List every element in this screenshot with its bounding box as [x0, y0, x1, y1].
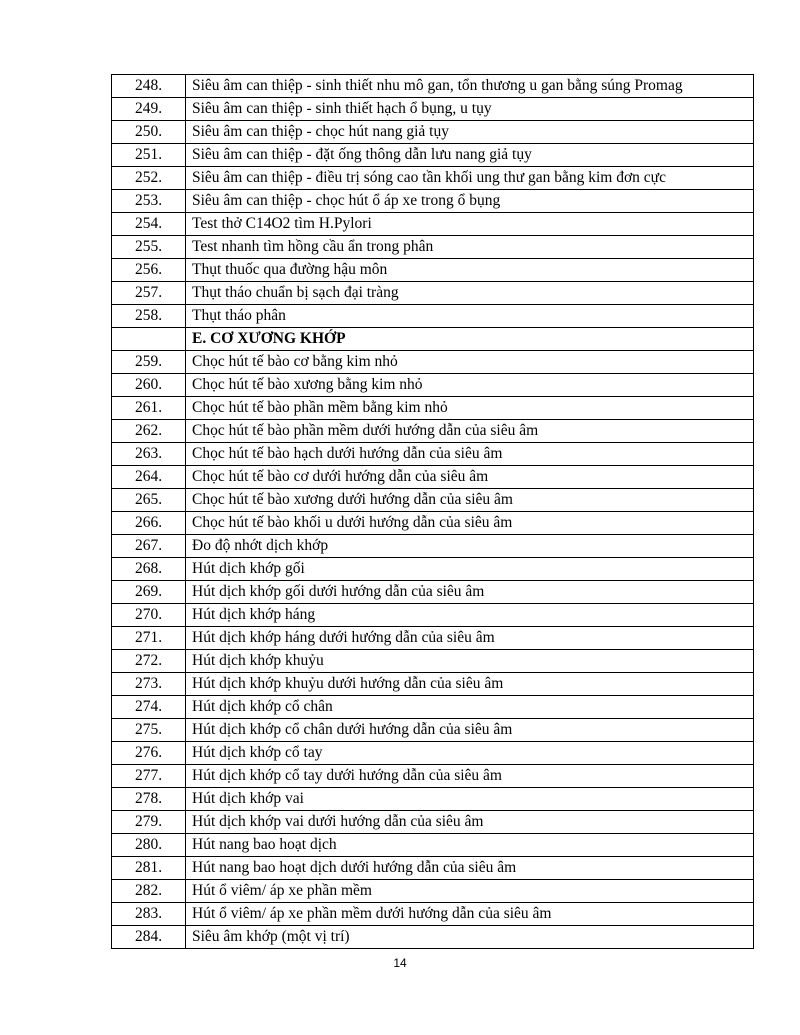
row-number: 274.	[112, 696, 186, 719]
procedure-name: Hút dịch khớp khuỷu	[186, 650, 754, 673]
procedure-name: Chọc hút tế bào cơ dưới hướng dẫn của siêu âm	[186, 466, 754, 489]
table-row	[112, 788, 754, 811]
row-number: 265.	[112, 489, 186, 512]
table-row	[112, 489, 754, 512]
row-number	[112, 328, 186, 351]
row-number: 257.	[112, 282, 186, 305]
table-row	[112, 190, 754, 213]
row-number: 254.	[112, 213, 186, 236]
table-row	[112, 121, 754, 144]
procedure-name: Chọc hút tế bào phần mềm dưới hướng dẫn của siêu âm	[186, 420, 754, 443]
row-number: 268.	[112, 558, 186, 581]
table-row	[112, 98, 754, 121]
table-row	[112, 834, 754, 857]
table-row	[112, 282, 754, 305]
procedure-name: Thụt tháo chuẩn bị sạch đại tràng	[186, 282, 754, 305]
procedure-name: Chọc hút tế bào khối u dưới hướng dẫn của siêu âm	[186, 512, 754, 535]
section-title: E. CƠ XƯƠNG KHỚP	[186, 328, 754, 351]
table-row	[112, 167, 754, 190]
procedure-name: Hút dịch khớp gối dưới hướng dẫn của siêu âm	[186, 581, 754, 604]
table-row	[112, 259, 754, 282]
row-number: 249.	[112, 98, 186, 121]
procedure-name: Thụt thuốc qua đường hậu môn	[186, 259, 754, 282]
procedure-name: Hút dịch khớp cổ tay dưới hướng dẫn của siêu âm	[186, 765, 754, 788]
table-row	[112, 581, 754, 604]
table-row	[112, 857, 754, 880]
table-row	[112, 305, 754, 328]
page-number: 14	[393, 956, 407, 970]
table-row	[112, 443, 754, 466]
row-number: 272.	[112, 650, 186, 673]
row-number: 273.	[112, 673, 186, 696]
procedure-table	[111, 74, 754, 949]
procedure-name: Siêu âm can thiệp - sinh thiết nhu mô gan, tổn thương u gan bằng súng Promag	[186, 75, 754, 98]
row-number: 267.	[112, 535, 186, 558]
table-row	[112, 880, 754, 903]
row-number: 258.	[112, 305, 186, 328]
procedure-name: Hút nang bao hoạt dịch	[186, 834, 754, 857]
procedure-name: Hút dịch khớp háng dưới hướng dẫn của siêu âm	[186, 627, 754, 650]
table-row	[112, 144, 754, 167]
row-number: 269.	[112, 581, 186, 604]
table-row	[112, 742, 754, 765]
row-number: 279.	[112, 811, 186, 834]
row-number: 251.	[112, 144, 186, 167]
table-row	[112, 420, 754, 443]
row-number: 259.	[112, 351, 186, 374]
table-row	[112, 604, 754, 627]
procedure-name: Chọc hút tế bào cơ bằng kim nhỏ	[186, 351, 754, 374]
table-row	[112, 236, 754, 259]
row-number: 255.	[112, 236, 186, 259]
procedure-name: Hút dịch khớp cổ tay	[186, 742, 754, 765]
table-row	[112, 926, 754, 949]
table-row	[112, 903, 754, 926]
procedure-name: Siêu âm can thiệp - sinh thiết hạch ổ bụng, u tụy	[186, 98, 754, 121]
row-number: 278.	[112, 788, 186, 811]
table-row	[112, 512, 754, 535]
procedure-table-body	[112, 75, 754, 949]
procedure-name: Hút dịch khớp cổ chân dưới hướng dẫn của siêu âm	[186, 719, 754, 742]
row-number: 266.	[112, 512, 186, 535]
procedure-name: Hút nang bao hoạt dịch dưới hướng dẫn của siêu âm	[186, 857, 754, 880]
procedure-name: Hút dịch khớp vai dưới hướng dẫn của siêu âm	[186, 811, 754, 834]
row-number: 277.	[112, 765, 186, 788]
row-number: 252.	[112, 167, 186, 190]
table-row	[112, 535, 754, 558]
procedure-name: Hút dịch khớp vai	[186, 788, 754, 811]
row-number: 260.	[112, 374, 186, 397]
procedure-name: Siêu âm can thiệp - chọc hút ổ áp xe trong ổ bụng	[186, 190, 754, 213]
table-row	[112, 213, 754, 236]
procedure-name: Siêu âm khớp (một vị trí)	[186, 926, 754, 949]
procedure-name: Chọc hút tế bào xương bằng kim nhỏ	[186, 374, 754, 397]
procedure-name: Đo độ nhớt dịch khớp	[186, 535, 754, 558]
row-number: 261.	[112, 397, 186, 420]
table-row	[112, 627, 754, 650]
table-row	[112, 558, 754, 581]
row-number: 263.	[112, 443, 186, 466]
procedure-name: Siêu âm can thiệp - điều trị sóng cao tần khối ung thư gan bằng kim đơn cực	[186, 167, 754, 190]
table-row	[112, 765, 754, 788]
table-row	[112, 650, 754, 673]
row-number: 270.	[112, 604, 186, 627]
procedure-name: Test nhanh tìm hồng cầu ẩn trong phân	[186, 236, 754, 259]
procedure-name: Siêu âm can thiệp - chọc hút nang giả tụy	[186, 121, 754, 144]
procedure-name: Hút ổ viêm/ áp xe phần mềm dưới hướng dẫn của siêu âm	[186, 903, 754, 926]
row-number: 256.	[112, 259, 186, 282]
row-number: 264.	[112, 466, 186, 489]
table-row	[112, 466, 754, 489]
procedure-name: Chọc hút tế bào xương dưới hướng dẫn của siêu âm	[186, 489, 754, 512]
table-row	[112, 696, 754, 719]
row-number: 253.	[112, 190, 186, 213]
table-row	[112, 397, 754, 420]
procedure-name: Chọc hút tế bào phần mềm bằng kim nhỏ	[186, 397, 754, 420]
row-number: 262.	[112, 420, 186, 443]
procedure-name: Hút dịch khớp háng	[186, 604, 754, 627]
row-number: 280.	[112, 834, 186, 857]
procedure-name: Hút dịch khớp khuỷu dưới hướng dẫn của siêu âm	[186, 673, 754, 696]
table-row	[112, 351, 754, 374]
procedure-name: Siêu âm can thiệp - đặt ống thông dẫn lưu nang giả tụy	[186, 144, 754, 167]
row-number: 250.	[112, 121, 186, 144]
procedure-name: Hút ổ viêm/ áp xe phần mềm	[186, 880, 754, 903]
table-row	[112, 374, 754, 397]
row-number: 275.	[112, 719, 186, 742]
procedure-name: Test thở C14O2 tìm H.Pylori	[186, 213, 754, 236]
row-number: 283.	[112, 903, 186, 926]
table-row	[112, 811, 754, 834]
row-number: 271.	[112, 627, 186, 650]
procedure-name: Thụt tháo phân	[186, 305, 754, 328]
table-row	[112, 673, 754, 696]
row-number: 248.	[112, 75, 186, 98]
row-number: 276.	[112, 742, 186, 765]
table-row	[112, 719, 754, 742]
procedure-name: Hút dịch khớp cổ chân	[186, 696, 754, 719]
section-header-row	[112, 328, 754, 351]
row-number: 284.	[112, 926, 186, 949]
procedure-name: Chọc hút tế bào hạch dưới hướng dẫn của siêu âm	[186, 443, 754, 466]
row-number: 282.	[112, 880, 186, 903]
table-row	[112, 75, 754, 98]
row-number: 281.	[112, 857, 186, 880]
procedure-name: Hút dịch khớp gối	[186, 558, 754, 581]
